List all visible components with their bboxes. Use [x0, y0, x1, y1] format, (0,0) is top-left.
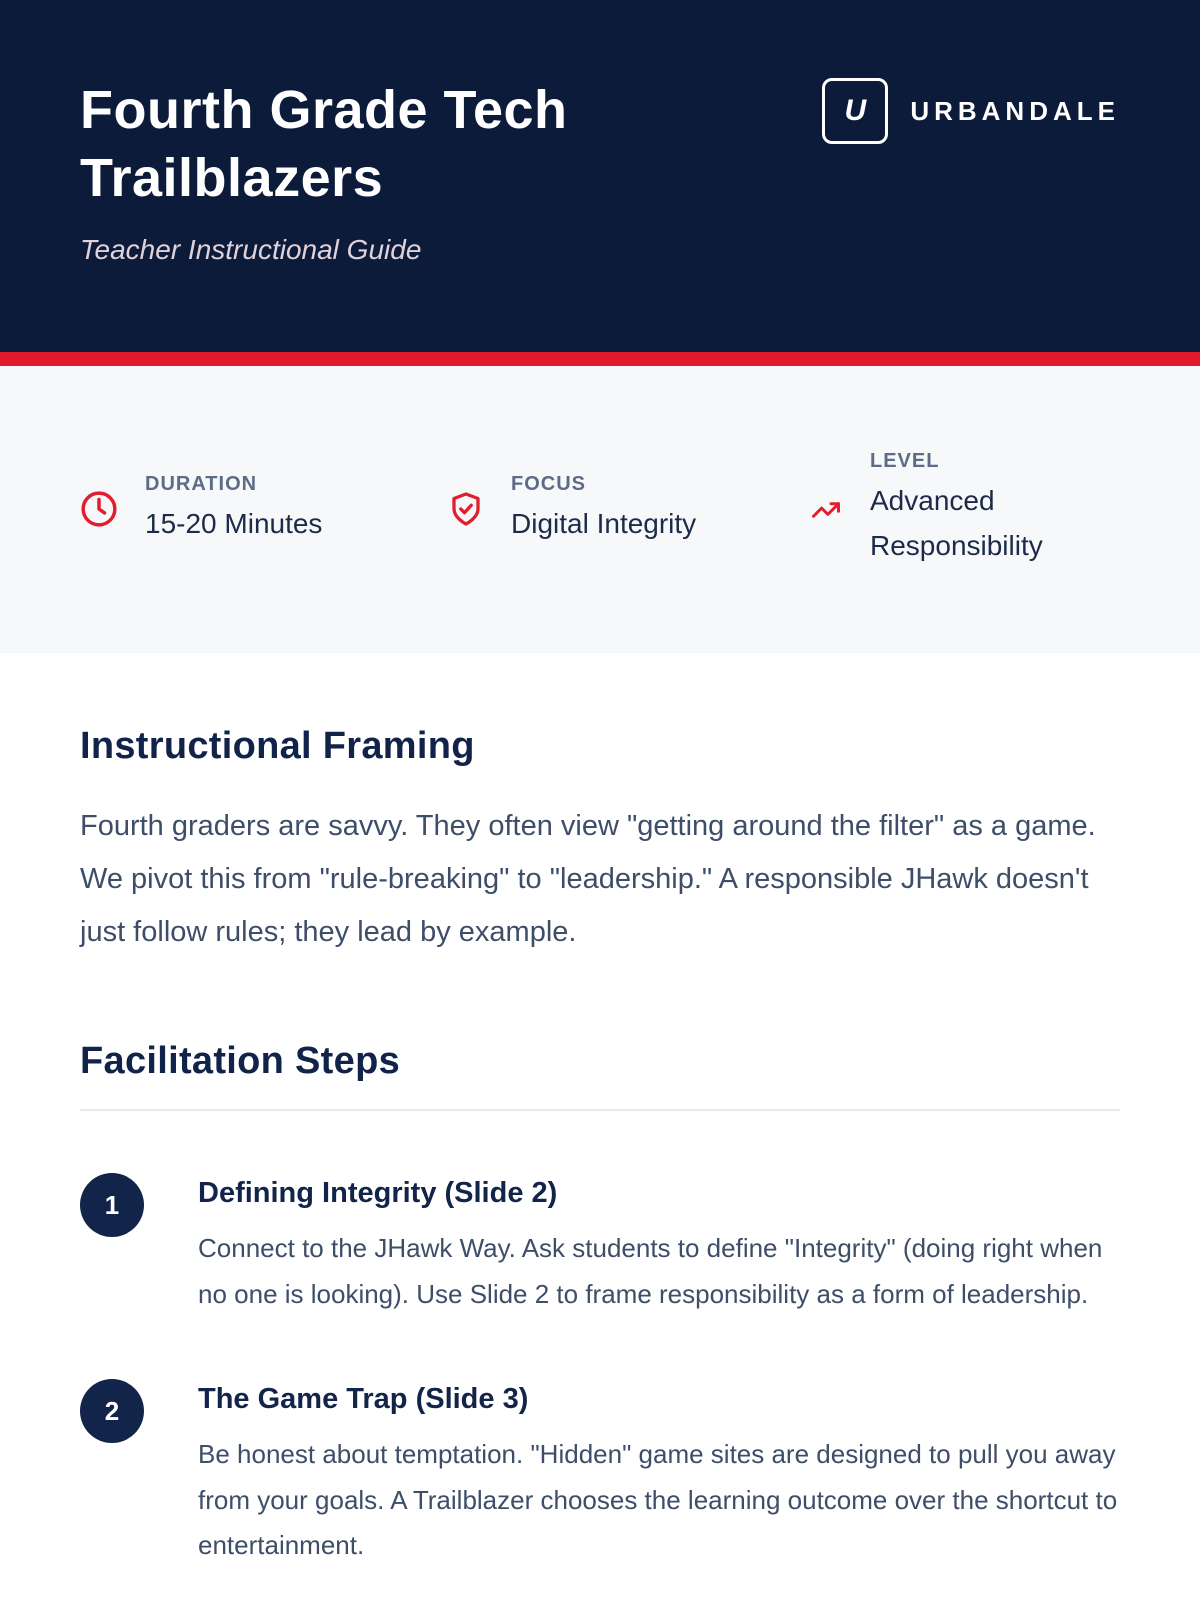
meta-value-focus: Digital Integrity [511, 507, 697, 539]
main-content [0, 725, 1200, 1569]
page-header [0, 0, 1200, 352]
lesson-meta-strip [0, 366, 1200, 653]
page-subtitle: Teacher Instructional Guide [80, 234, 422, 266]
district-logo [822, 78, 1120, 144]
meta-item-level [809, 450, 1120, 569]
framing-paragraph: Fourth graders are savvy. They often view "getting around the filter" as a game. We pivot this from "rule-breaking" to "leadership." A responsible JHawk doesn't just follow rules; they lead by example. [80, 810, 1096, 948]
trending-up-icon [809, 495, 843, 525]
meta-item-focus [448, 473, 809, 547]
step-title: The Game Trap (Slide 3) [198, 1383, 529, 1416]
step-item-2 [80, 1379, 1120, 1569]
meta-value-level: Advanced Responsibility [870, 485, 1043, 561]
meta-label-focus: FOCUS [511, 472, 586, 495]
page-title: Fourth Grade Tech Trailblazers [80, 80, 568, 209]
step-description: Connect to the JHawk Way. Ask students to define "Integrity" (doing right when no one is looking). Use Slide 2 to frame responsibility as a form of leadership. [198, 1233, 1103, 1309]
meta-value-duration: 15-20 Minutes [145, 507, 323, 539]
meta-text-duration [145, 473, 322, 547]
step-item-1 [80, 1173, 1120, 1317]
step-number-badge: 1 [80, 1173, 144, 1237]
step-number-badge: 2 [80, 1379, 144, 1443]
framing-heading: Instructional Framing [80, 725, 475, 767]
step-description: Be honest about temptation. "Hidden" game sites are designed to pull you away from your goals. A Trailblazer chooses the learning outcome over the shortcut to entertainment. [198, 1439, 1118, 1561]
meta-label-level: LEVEL [870, 450, 940, 473]
logo-initial-icon: U [822, 78, 888, 144]
meta-label-duration: DURATION [145, 472, 258, 495]
meta-item-duration [80, 473, 448, 547]
title-block [80, 76, 800, 266]
step-body [198, 1173, 1120, 1317]
steps-heading: Facilitation Steps [80, 1040, 401, 1083]
red-accent-bar [0, 352, 1200, 366]
step-body [198, 1379, 1120, 1569]
shield-check-icon [448, 489, 484, 529]
meta-text-focus [511, 473, 696, 547]
steps-divider [80, 1109, 1120, 1111]
clock-icon [80, 490, 118, 528]
logo-name: URBANDALE [910, 95, 1120, 126]
meta-text-level [870, 450, 1120, 569]
step-title: Defining Integrity (Slide 2) [198, 1177, 558, 1210]
